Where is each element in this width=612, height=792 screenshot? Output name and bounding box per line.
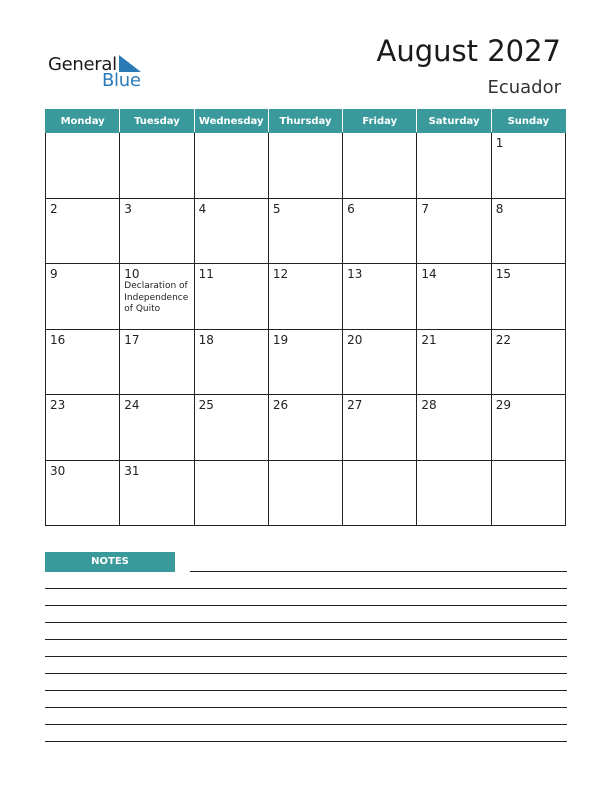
- day-cell: [268, 133, 342, 199]
- weekday-header: Saturday: [417, 110, 491, 133]
- day-number: 28: [421, 398, 437, 412]
- day-number: 23: [50, 398, 66, 412]
- week-row: [46, 264, 566, 330]
- weekday-header: Sunday: [491, 110, 565, 133]
- day-number: 1: [495, 136, 504, 150]
- logo: [48, 52, 158, 92]
- day-cell: [491, 460, 565, 526]
- day-number: 15: [495, 267, 511, 281]
- note-line: [45, 673, 567, 674]
- note-line: [190, 571, 567, 572]
- weekday-header: Friday: [343, 110, 417, 133]
- day-number: 4: [198, 201, 207, 216]
- day-number: 8: [495, 201, 504, 216]
- day-cell: [417, 133, 491, 199]
- weekday-header: Wednesday: [194, 110, 268, 133]
- day-number: 12: [272, 267, 289, 281]
- note-line: [45, 605, 567, 606]
- day-cell: [491, 264, 565, 330]
- weekday-header-row: [46, 110, 566, 133]
- day-number: 7: [421, 201, 430, 216]
- day-cell: [120, 198, 194, 264]
- logo-word-general: General: [48, 54, 117, 75]
- note-line: [45, 707, 567, 708]
- week-row: [46, 198, 566, 264]
- day-cell: [417, 264, 491, 330]
- day-cell: [268, 198, 342, 264]
- day-cell: [120, 460, 194, 526]
- day-cell: [343, 198, 417, 264]
- day-cell: [343, 133, 417, 199]
- day-cell: [194, 133, 268, 199]
- day-cell: [268, 395, 342, 461]
- note-line: [45, 741, 567, 742]
- note-line: [45, 588, 567, 589]
- day-number: 2: [50, 201, 58, 216]
- day-number: 20: [347, 332, 363, 347]
- weekday-header: Thursday: [268, 110, 342, 133]
- day-cell: [194, 198, 268, 264]
- day-cell: [491, 133, 565, 199]
- day-cell: [120, 264, 194, 330]
- day-cell: [194, 460, 268, 526]
- day-number: 6: [347, 201, 355, 216]
- day-number: 21: [421, 332, 437, 347]
- day-number: 10: [124, 267, 140, 281]
- calendar-grid: [45, 109, 566, 526]
- day-cell: [46, 460, 120, 526]
- day-cell: [491, 395, 565, 461]
- day-cell: [194, 395, 268, 461]
- day-number: 19: [272, 332, 289, 347]
- day-cell: [417, 395, 491, 461]
- country-name: Ecuador: [487, 77, 561, 98]
- day-cell: [46, 329, 120, 395]
- day-cell: [417, 460, 491, 526]
- day-cell: [268, 460, 342, 526]
- day-number: 5: [272, 201, 281, 216]
- weekday-header: Monday: [46, 110, 120, 133]
- day-cell: [46, 198, 120, 264]
- day-number: 17: [124, 332, 140, 347]
- week-row: [46, 133, 566, 199]
- day-cell: [343, 329, 417, 395]
- day-cell: [120, 329, 194, 395]
- note-line: [45, 656, 567, 657]
- day-number: 22: [495, 332, 511, 347]
- day-cell: [194, 329, 268, 395]
- notes-label: NOTES: [45, 552, 175, 572]
- week-row: [46, 395, 566, 461]
- day-number: 18: [198, 332, 214, 347]
- note-line: [45, 639, 567, 640]
- day-number: 30: [50, 463, 66, 478]
- week-row: [46, 460, 566, 526]
- day-number: 24: [124, 398, 140, 412]
- day-cell: [120, 133, 194, 199]
- day-number: 31: [124, 463, 140, 478]
- day-cell: [417, 198, 491, 264]
- day-number: 14: [421, 267, 437, 281]
- day-cell: [343, 460, 417, 526]
- day-number: 29: [495, 398, 511, 412]
- day-cell: [417, 329, 491, 395]
- week-row: [46, 329, 566, 395]
- note-line: [45, 622, 567, 623]
- day-cell: [343, 264, 417, 330]
- day-number: 9: [50, 267, 58, 281]
- weekday-header: Tuesday: [120, 110, 194, 133]
- day-cell: [491, 329, 565, 395]
- day-number: 3: [124, 201, 132, 216]
- holiday-label: Declaration of Independence of Quito: [124, 281, 189, 314]
- day-cell: [491, 198, 565, 264]
- day-cell: [343, 395, 417, 461]
- day-cell: [46, 264, 120, 330]
- day-number: 26: [272, 398, 289, 412]
- day-number: 13: [347, 267, 363, 281]
- day-number: 27: [347, 398, 363, 412]
- day-cell: [268, 264, 342, 330]
- logo-word-blue: Blue: [102, 70, 141, 91]
- day-number: 25: [198, 398, 214, 412]
- day-number: 11: [198, 267, 214, 281]
- day-cell: [46, 133, 120, 199]
- note-line: [45, 690, 567, 691]
- page-title: August 2027: [376, 34, 561, 68]
- day-cell: [194, 264, 268, 330]
- note-line: [45, 724, 567, 725]
- day-number: 16: [50, 332, 66, 347]
- day-cell: [120, 395, 194, 461]
- day-cell: [268, 329, 342, 395]
- day-cell: [46, 395, 120, 461]
